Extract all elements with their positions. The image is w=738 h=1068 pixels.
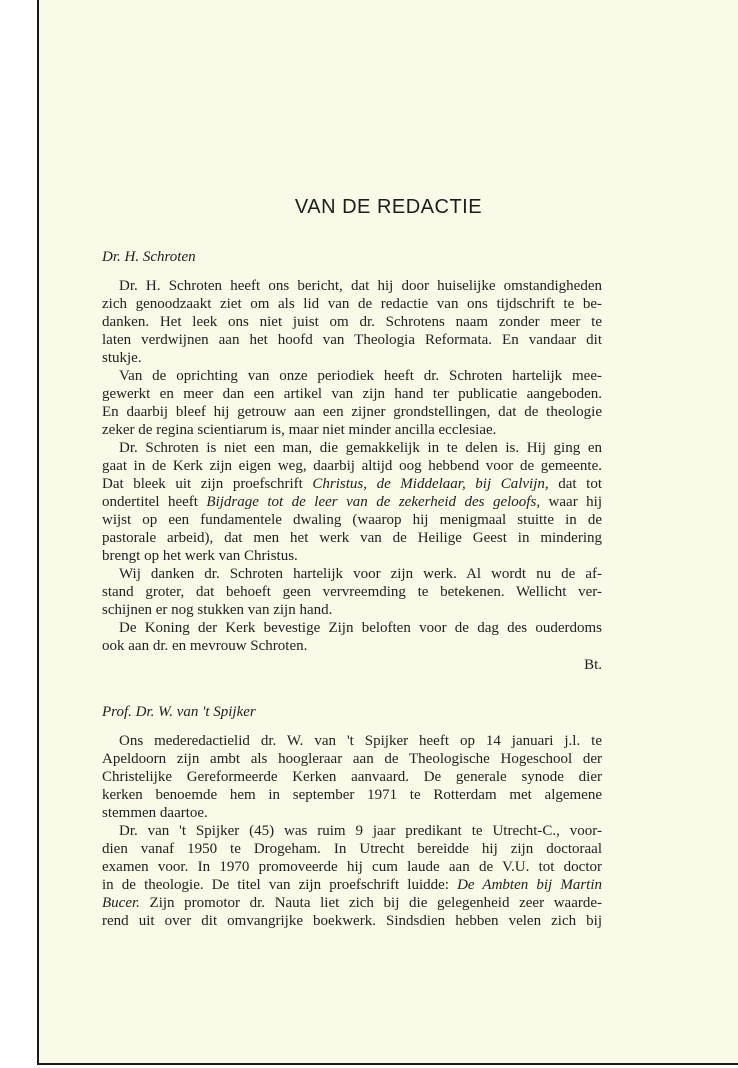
signature: Bt. xyxy=(584,657,602,673)
text-line xyxy=(102,349,602,367)
text-segment: ondertitel heeft xyxy=(102,494,207,510)
text-line xyxy=(119,565,602,583)
text-segment: ook aan dr. en mevrouw Schroten. xyxy=(102,638,308,654)
text-segment: En daarbij bleef hij getrouw aan een zijner grondstellingen, dat de theologie xyxy=(102,404,602,420)
text-segment: Wij danken dr. Schroten hartelijk voor zijn werk. Al wordt nu de af- xyxy=(119,566,602,582)
text-line xyxy=(119,732,602,750)
text-line xyxy=(102,858,602,876)
text-segment: Dr. H. Schroten heeft ons bericht, dat hij door huiselijke omstandigheden xyxy=(119,278,602,294)
text-segment: waar hij xyxy=(540,494,602,510)
text-segment: wijst op een fundamentele dwaling (waarop hij menigmaal stuitte in de xyxy=(102,512,602,528)
text-segment: dat tot xyxy=(548,476,602,492)
text-line xyxy=(102,547,602,565)
text-line xyxy=(102,786,602,804)
text-line xyxy=(102,768,602,786)
text-line xyxy=(102,457,602,475)
text-segment: examen voor. In 1970 promoveerde hij cum laude aan de V.U. tot doctor xyxy=(102,859,602,875)
italic-title-text: De Ambten bij Martin xyxy=(457,877,602,893)
text-line xyxy=(102,421,602,439)
text-segment: zeker de regina scientiarum is, maar niet minder ancilla ecclesiae. xyxy=(102,422,497,438)
text-segment: stand groter, dat behoeft geen vervreemding te betekenen. Wellicht ver- xyxy=(102,584,602,600)
text-segment: Dr. van 't Spijker (45) was ruim 9 jaar predikant te Utrecht-C., voor- xyxy=(119,823,602,839)
text-segment: zich genoodzaakt ziet om als lid van de redactie van ons tijdschrift te be- xyxy=(102,296,602,312)
text-line xyxy=(102,840,602,858)
text-segment: De Koning der Kerk bevestige Zijn beloften voor de dag des ouderdoms xyxy=(119,620,602,636)
text-segment: gaat in de Kerk zijn eigen weg, daarbij altijd oog hebbend voor de gemeente. xyxy=(102,458,602,474)
text-segment: rend uit over dit omvangrijke boekwerk. Sindsdien hebben velen zich bij xyxy=(102,913,602,929)
text-segment: dien vanaf 1950 te Drogeham. In Utrecht bereidde hij zijn doctoraal xyxy=(102,841,602,857)
text-line xyxy=(102,601,602,619)
document-page xyxy=(37,0,738,1065)
text-segment: Christelijke Gereformeerde Kerken aanvaard. De generale synode dier xyxy=(102,769,602,785)
text-segment: kerken benoemde hem in september 1971 te Rotterdam met algemene xyxy=(102,787,602,803)
text-line xyxy=(102,385,602,403)
text-line xyxy=(102,313,602,331)
text-line xyxy=(102,403,602,421)
text-line xyxy=(102,475,602,493)
text-line xyxy=(119,822,602,840)
section-heading: Prof. Dr. W. van 't Spijker xyxy=(102,704,256,720)
text-line xyxy=(102,511,602,529)
text-segment: stukje. xyxy=(102,350,142,366)
text-segment: Van de oprichting van onze periodiek heeft dr. Schroten hartelijk mee- xyxy=(119,368,602,384)
text-segment: in de theologie. De titel van zijn proefschrift luidde: xyxy=(102,877,458,893)
text-segment: brengt op het werk van Christus. xyxy=(102,548,298,564)
text-segment: gewerkt en meer dan een artikel van zijn hand ter publicatie aangeboden. xyxy=(102,386,602,402)
italic-title-text: Bucer. xyxy=(102,895,140,911)
text-line xyxy=(102,804,602,822)
text-line xyxy=(119,619,602,637)
italic-title-text: Bijdrage tot de leer van de zekerheid des geloofs, xyxy=(206,494,541,510)
italic-title-text: Christus, de Middelaar, bij Calvijn, xyxy=(312,476,549,492)
text-line xyxy=(119,439,602,457)
text-line xyxy=(102,876,602,894)
text-segment: laten verdwijnen aan het hoofd van Theologia Reformata. En vandaar dit xyxy=(102,332,602,348)
text-segment: danken. Het leek ons niet juist om dr. Schrotens naam zonder meer te xyxy=(102,314,602,330)
text-line xyxy=(102,295,602,313)
text-line xyxy=(102,583,602,601)
text-line xyxy=(102,493,602,511)
text-segment: schijnen er nog stukken van zijn hand. xyxy=(102,602,333,618)
text-line xyxy=(102,331,602,349)
text-segment: Apeldoorn zijn ambt als hoogleraar aan de Theologische Hogeschool der xyxy=(102,751,602,767)
text-line xyxy=(102,529,602,547)
text-line xyxy=(119,277,602,295)
section-heading: Dr. H. Schroten xyxy=(102,249,196,265)
text-segment: pastorale arbeid), dat men het werk van de Heilige Geest in mindering xyxy=(102,530,602,546)
page-title: VAN DE REDACTIE xyxy=(294,196,483,218)
text-segment: Ons mederedactielid dr. W. van 't Spijker heeft op 14 januari j.l. te xyxy=(119,733,602,749)
text-line xyxy=(102,750,602,768)
text-line xyxy=(102,912,602,930)
text-segment: Dr. Schroten is niet een man, die gemakkelijk in te delen is. Hij ging en xyxy=(119,440,602,456)
text-segment: stemmen daartoe. xyxy=(102,805,208,821)
text-line xyxy=(102,637,602,655)
text-segment: Zijn promotor dr. Nauta liet zich bij die gelegenheid zeer waarde- xyxy=(139,895,602,911)
text-segment: Dat bleek uit zijn proefschrift xyxy=(102,476,313,492)
text-line xyxy=(119,367,602,385)
text-line xyxy=(102,894,602,912)
